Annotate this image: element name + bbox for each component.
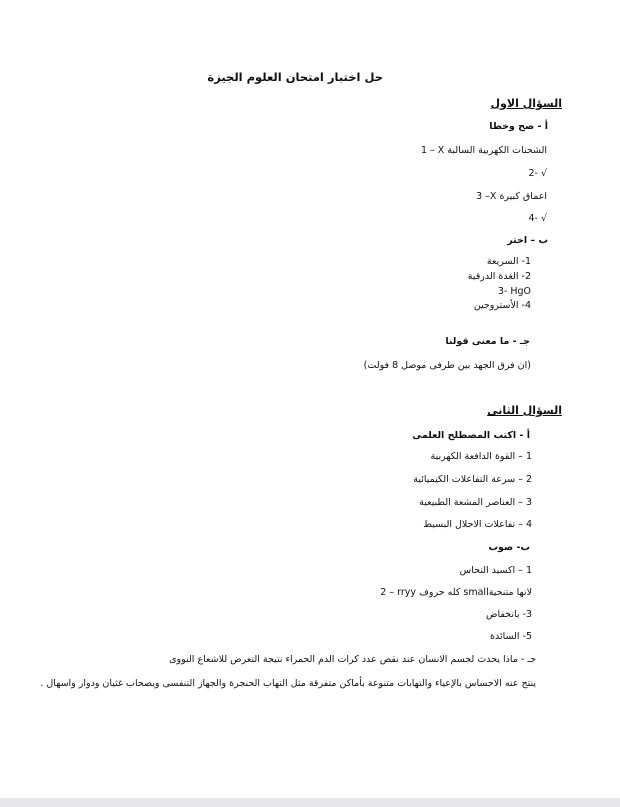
q2-part-c-question: جـ - ماذا يحدث لجسم الانسان عند نقص عدد كرات الدم الحمراء نتيجة التعرض للاشعاع النووى (169, 654, 536, 665)
q1-part-b-item-1: 1- السريعة (486, 256, 531, 267)
q1-part-a-item-3: 3 –X اعماق كبيرة (476, 191, 547, 202)
q2-part-b-item-2: 2 – rryy كله حروف smallلانها متنحية (380, 587, 532, 598)
q2-part-a-item-4: 4 – تفاعلات الاحلال البسيط (423, 519, 532, 530)
q1-part-a-item-2: 2- √ (528, 168, 547, 179)
q1-heading: السؤال الاول (490, 97, 562, 110)
q2-part-b-item-4: 5- السائدة (489, 631, 532, 642)
q2-part-a-label: أ - اكتب المصطلح العلمى (412, 430, 530, 441)
q2-part-c-answer: ينتج عنه الاحساس بالإعياء والتهابات متنوعة بأماكن متفرقة مثل التهاب الحنجرة والجهاز التنفسى ويصحاب غثيان ودوار واسهال . (40, 678, 536, 689)
q1-part-a-item-1: 1 – X الشحنات الكهربية السالبة (420, 145, 547, 156)
q2-heading: السؤال الثانى (487, 404, 562, 417)
q1-part-b-item-4: 4- الأستروجين (473, 300, 531, 311)
q1-part-c-answer: (ان فرق الجهد بين طرفى موصل 8 فولت) (363, 360, 531, 371)
q2-part-b-item-1: 1 – اكسيد النحاس (459, 565, 532, 576)
q2-part-b-label: ب- صوب (488, 542, 530, 553)
q1-part-b-item-3: 3- HgO (497, 286, 531, 297)
page-bottom-strip (0, 798, 620, 807)
q2-part-a-item-1: 1 – القوة الدافعة الكهربية (430, 451, 532, 462)
q1-part-c-label: جـ - ما معنى قولنا (445, 336, 530, 347)
q1-part-b-label: ب – اختر (507, 235, 548, 246)
q1-part-b-item-2: 2- الغدة الدرقية (467, 271, 531, 282)
q2-part-a-item-3: 3 – العناصر المشعة الطبيعية (419, 497, 532, 508)
q1-part-a-item-4: 4- √ (528, 213, 547, 224)
q2-part-b-item-3: 3- بانخفاض (486, 609, 532, 620)
q1-part-a-label: أ - صح وخطا (489, 121, 548, 132)
q2-part-a-item-2: 2 – سرعة التفاعلات الكيميائية (413, 474, 532, 485)
page-title: حل اختبار امتحان العلوم الجيزة (207, 70, 383, 84)
